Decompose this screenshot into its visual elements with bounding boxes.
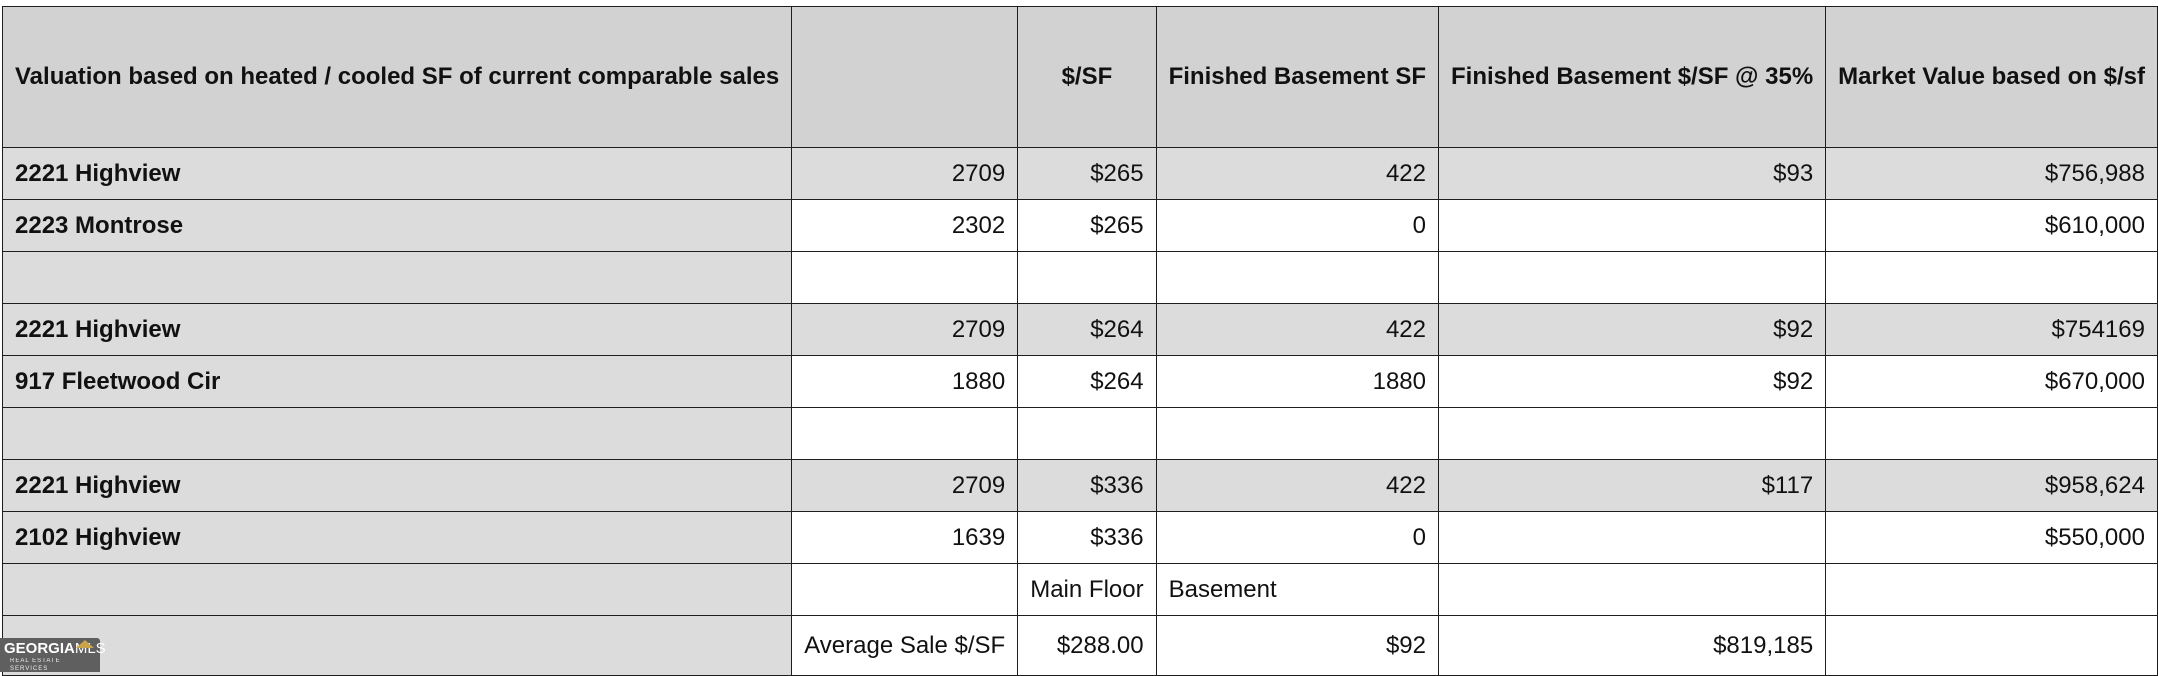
basement-sf-cell[interactable]: 1880 xyxy=(1156,356,1438,408)
sf-cell[interactable] xyxy=(792,408,1018,460)
property-name-cell[interactable]: 2102 Highview xyxy=(3,512,792,564)
basement-sf-cell[interactable] xyxy=(1156,252,1438,304)
sf-cell[interactable]: 1880 xyxy=(792,356,1018,408)
average-main-floor-value[interactable]: $288.00 xyxy=(1018,616,1156,676)
market-value-cell[interactable] xyxy=(1826,252,2158,304)
basement-price-cell[interactable] xyxy=(1438,200,1825,252)
table-row-blank xyxy=(3,252,2158,304)
sf-cell[interactable] xyxy=(792,252,1018,304)
property-name-cell[interactable]: 2221 Highview xyxy=(3,460,792,512)
property-name-cell[interactable]: 2223 Montrose xyxy=(3,200,792,252)
header-valuation[interactable]: Valuation based on heated / cooled SF of current comparable sales xyxy=(3,7,792,148)
basement-label[interactable]: Basement xyxy=(1156,564,1438,616)
average-sale-label[interactable]: Average Sale $/SF xyxy=(792,616,1018,676)
header-finished-basement-sf[interactable]: Finished Basement SF xyxy=(1156,7,1438,148)
basement-sf-cell[interactable]: 422 xyxy=(1156,460,1438,512)
average-basement-value[interactable]: $92 xyxy=(1156,616,1438,676)
sf-cell[interactable]: 2302 xyxy=(792,200,1018,252)
summary-blank-cell[interactable] xyxy=(3,564,792,616)
basement-price-cell[interactable] xyxy=(1438,252,1825,304)
basement-price-cell[interactable]: $93 xyxy=(1438,148,1825,200)
market-value-cell[interactable] xyxy=(1826,408,2158,460)
property-name-cell[interactable]: 917 Fleetwood Cir xyxy=(3,356,792,408)
summary-cell[interactable] xyxy=(1826,564,2158,616)
basement-sf-cell[interactable]: 422 xyxy=(1156,304,1438,356)
basement-price-cell[interactable] xyxy=(1438,512,1825,564)
house-roof-icon xyxy=(76,640,94,648)
price-per-sf-cell[interactable]: $336 xyxy=(1018,512,1156,564)
valuation-table xyxy=(2,6,2158,676)
price-per-sf-cell[interactable]: $264 xyxy=(1018,356,1156,408)
property-name-cell[interactable]: 2221 Highview xyxy=(3,148,792,200)
price-per-sf-cell[interactable]: $264 xyxy=(1018,304,1156,356)
market-value-cell[interactable]: $754169 xyxy=(1826,304,2158,356)
property-name-cell[interactable] xyxy=(3,252,792,304)
logo-wordmark: GEORGIAMLS xyxy=(4,640,106,657)
sf-cell[interactable]: 2709 xyxy=(792,304,1018,356)
table-row xyxy=(3,460,2158,512)
basement-price-cell[interactable]: $92 xyxy=(1438,304,1825,356)
main-floor-label[interactable]: Main Floor xyxy=(1018,564,1156,616)
market-value-cell[interactable]: $958,624 xyxy=(1826,460,2158,512)
summary-blank-cell[interactable] xyxy=(3,616,792,676)
basement-price-cell[interactable]: $92 xyxy=(1438,356,1825,408)
table-row xyxy=(3,356,2158,408)
header-market-value[interactable]: Market Value based on $/sf xyxy=(1826,7,2158,148)
sf-cell[interactable]: 2709 xyxy=(792,460,1018,512)
summary-cell[interactable] xyxy=(792,564,1018,616)
basement-sf-cell[interactable]: 0 xyxy=(1156,200,1438,252)
georgia-mls-logo xyxy=(0,638,106,672)
basement-sf-cell[interactable]: 0 xyxy=(1156,512,1438,564)
table-row xyxy=(3,148,2158,200)
sf-cell[interactable]: 1639 xyxy=(792,512,1018,564)
summary-average-row xyxy=(3,616,2158,676)
sf-cell[interactable]: 2709 xyxy=(792,148,1018,200)
header-price-per-sf[interactable]: $/SF xyxy=(1018,7,1156,148)
logo-subtitle: REAL ESTATE SERVICES xyxy=(10,658,61,672)
price-per-sf-cell[interactable]: $265 xyxy=(1018,200,1156,252)
price-per-sf-cell[interactable] xyxy=(1018,408,1156,460)
table-row xyxy=(3,200,2158,252)
header-row xyxy=(3,7,2158,148)
basement-sf-cell[interactable] xyxy=(1156,408,1438,460)
market-value-cell[interactable]: $610,000 xyxy=(1826,200,2158,252)
market-value-cell[interactable]: $756,988 xyxy=(1826,148,2158,200)
table-row xyxy=(3,304,2158,356)
summary-labels-row xyxy=(3,564,2158,616)
market-value-cell[interactable]: $670,000 xyxy=(1826,356,2158,408)
basement-price-cell[interactable]: $117 xyxy=(1438,460,1825,512)
price-per-sf-cell[interactable]: $265 xyxy=(1018,148,1156,200)
summary-cell[interactable] xyxy=(1438,564,1825,616)
property-name-cell[interactable] xyxy=(3,408,792,460)
property-name-cell[interactable]: 2221 Highview xyxy=(3,304,792,356)
price-per-sf-cell[interactable]: $336 xyxy=(1018,460,1156,512)
basement-sf-cell[interactable]: 422 xyxy=(1156,148,1438,200)
table-row-blank xyxy=(3,408,2158,460)
price-per-sf-cell[interactable] xyxy=(1018,252,1156,304)
summary-cell[interactable] xyxy=(1826,616,2158,676)
average-market-value[interactable]: $819,185 xyxy=(1438,616,1825,676)
header-sf[interactable] xyxy=(792,7,1018,148)
basement-price-cell[interactable] xyxy=(1438,408,1825,460)
market-value-cell[interactable]: $550,000 xyxy=(1826,512,2158,564)
header-basement-price-per-sf[interactable]: Finished Basement $/SF @ 35% xyxy=(1438,7,1825,148)
table-row xyxy=(3,512,2158,564)
